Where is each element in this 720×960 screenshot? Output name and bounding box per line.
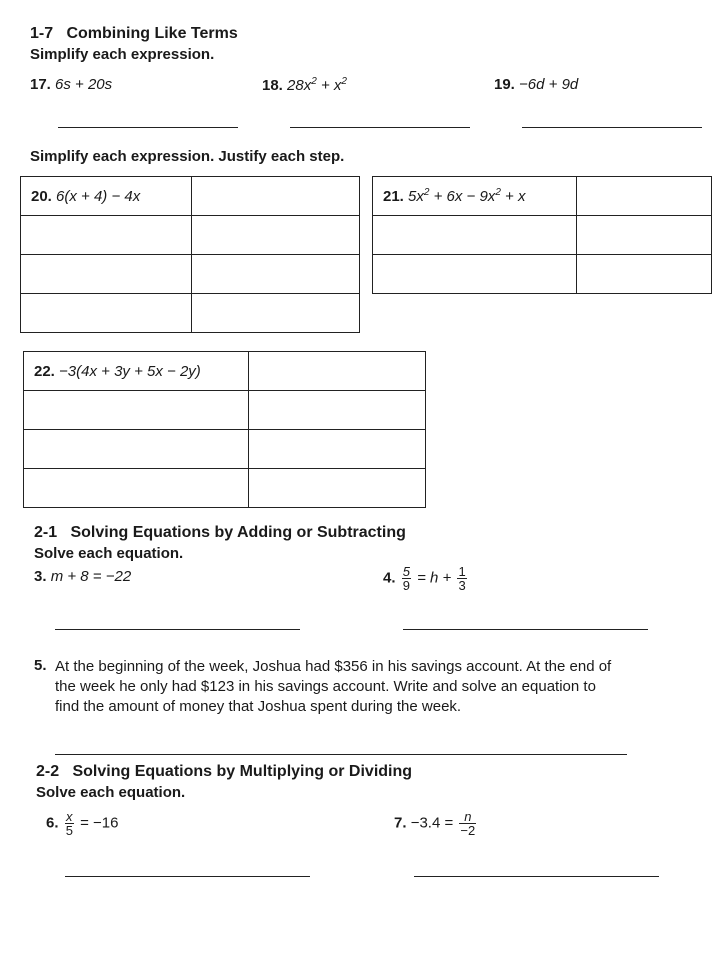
problem-7 (394, 810, 478, 837)
equation-rest: = −16 (75, 814, 119, 832)
instruction-text: Solve each equation. (36, 784, 186, 801)
answer-line-7[interactable] (414, 876, 659, 877)
work-cell[interactable] (24, 430, 249, 469)
justify-cell[interactable] (577, 255, 712, 294)
section-heading-1-7 (30, 25, 238, 43)
justify-cell[interactable] (192, 216, 360, 255)
problem-18 (262, 76, 347, 94)
problem-number: 19. (494, 76, 515, 93)
section-number: 2-2 (36, 763, 60, 780)
problem-number: 17. (30, 76, 51, 93)
table-header-cell (21, 177, 192, 216)
work-cell[interactable] (21, 294, 192, 333)
answer-line-3[interactable] (55, 629, 300, 630)
work-cell[interactable] (21, 255, 192, 294)
fraction: $\frac{x}{5}$ (65, 809, 73, 838)
answer-line-18[interactable] (290, 127, 470, 128)
problem-expression: 6(x + 4) − 4x (56, 187, 141, 205)
work-table-20 (20, 176, 360, 333)
equation-lead: −3.4 = (410, 814, 458, 832)
problem-number: 3. (34, 568, 47, 585)
section-title: Solving Equations by Multiplying or Dividing (72, 763, 413, 780)
problem-number: 20. (31, 187, 52, 205)
answer-line-5[interactable] (55, 754, 627, 755)
problem-expression: m + 8 = −22 (50, 568, 132, 585)
problem-number: 6. (46, 814, 59, 832)
equation-middle: = h + (412, 569, 456, 587)
fraction: $\frac{1}{3}$ (458, 564, 466, 593)
expr-part: + x (500, 188, 526, 205)
instruction-text: Solve each equation. (34, 545, 184, 562)
justify-cell[interactable] (192, 294, 360, 333)
justify-cell[interactable] (249, 430, 426, 469)
problem-6 (46, 810, 118, 837)
justify-cell[interactable] (249, 469, 426, 508)
exponent: 2 (495, 187, 501, 198)
work-cell[interactable] (24, 469, 249, 508)
problem-4 (383, 565, 469, 592)
problem-19 (494, 76, 578, 93)
justify-cell[interactable] (192, 255, 360, 294)
problem-number: 21. (383, 188, 404, 205)
work-cell[interactable] (373, 255, 577, 294)
justify-cell[interactable] (249, 391, 426, 430)
work-cell[interactable] (24, 391, 249, 430)
exponent: 2 (311, 76, 317, 87)
problem-3 (34, 568, 131, 585)
section-number: 1-7 (30, 25, 54, 42)
work-table-21 (372, 176, 712, 294)
instruction-text: Simplify each expression. (30, 46, 215, 63)
table-header-cell (24, 352, 249, 391)
justify-cell[interactable] (577, 216, 712, 255)
section-heading-2-1 (34, 524, 406, 542)
problem-number: 7. (394, 814, 407, 832)
exponent: 2 (341, 76, 347, 87)
work-table-22 (23, 351, 426, 508)
exponent: 2 (423, 187, 430, 198)
fraction: $\frac{n}{-2}$ (460, 809, 476, 838)
answer-line-17[interactable] (58, 127, 238, 128)
answer-line-6[interactable] (65, 876, 310, 877)
fraction: $\frac{5}{9}$ (402, 564, 410, 593)
problem-number: 5. (34, 657, 47, 674)
answer-line-4[interactable] (403, 629, 648, 630)
justify-cell[interactable] (249, 352, 426, 391)
section-title: Solving Equations by Adding or Subtracting (70, 524, 406, 541)
justify-cell[interactable] (192, 177, 360, 216)
problem-17 (30, 76, 112, 93)
problem-number: 22. (34, 362, 55, 380)
expr-part: 28x (287, 77, 312, 94)
problem-expression: −6d + 9d (519, 76, 579, 93)
expr-part: 5x (408, 188, 424, 205)
expr-part: + 6x − 9x (429, 188, 496, 205)
justify-cell[interactable] (577, 177, 712, 216)
expr-part: + x (316, 77, 342, 94)
work-cell[interactable] (21, 216, 192, 255)
section-heading-2-2 (36, 763, 412, 781)
problem-expression: 6s + 20s (55, 76, 113, 93)
section-title: Combining Like Terms (66, 25, 238, 42)
problem-number: 18. (262, 77, 283, 94)
problem-number: 4. (383, 569, 396, 587)
table-header-cell (373, 177, 577, 216)
work-cell[interactable] (373, 216, 577, 255)
word-problem-text: At the beginning of the week, Joshua had $356 in his savings account. At the end of the week he only had $123 in his savings account. Write and solve an equation to find the amount of money that Joshua spent during the week. (55, 658, 612, 715)
problem-expression: −3(4x + 3y + 5x − 2y) (59, 362, 201, 380)
section-number: 2-1 (34, 524, 58, 541)
instruction-justify: Simplify each expression. Justify each step. (30, 148, 345, 165)
answer-line-19[interactable] (522, 127, 702, 128)
